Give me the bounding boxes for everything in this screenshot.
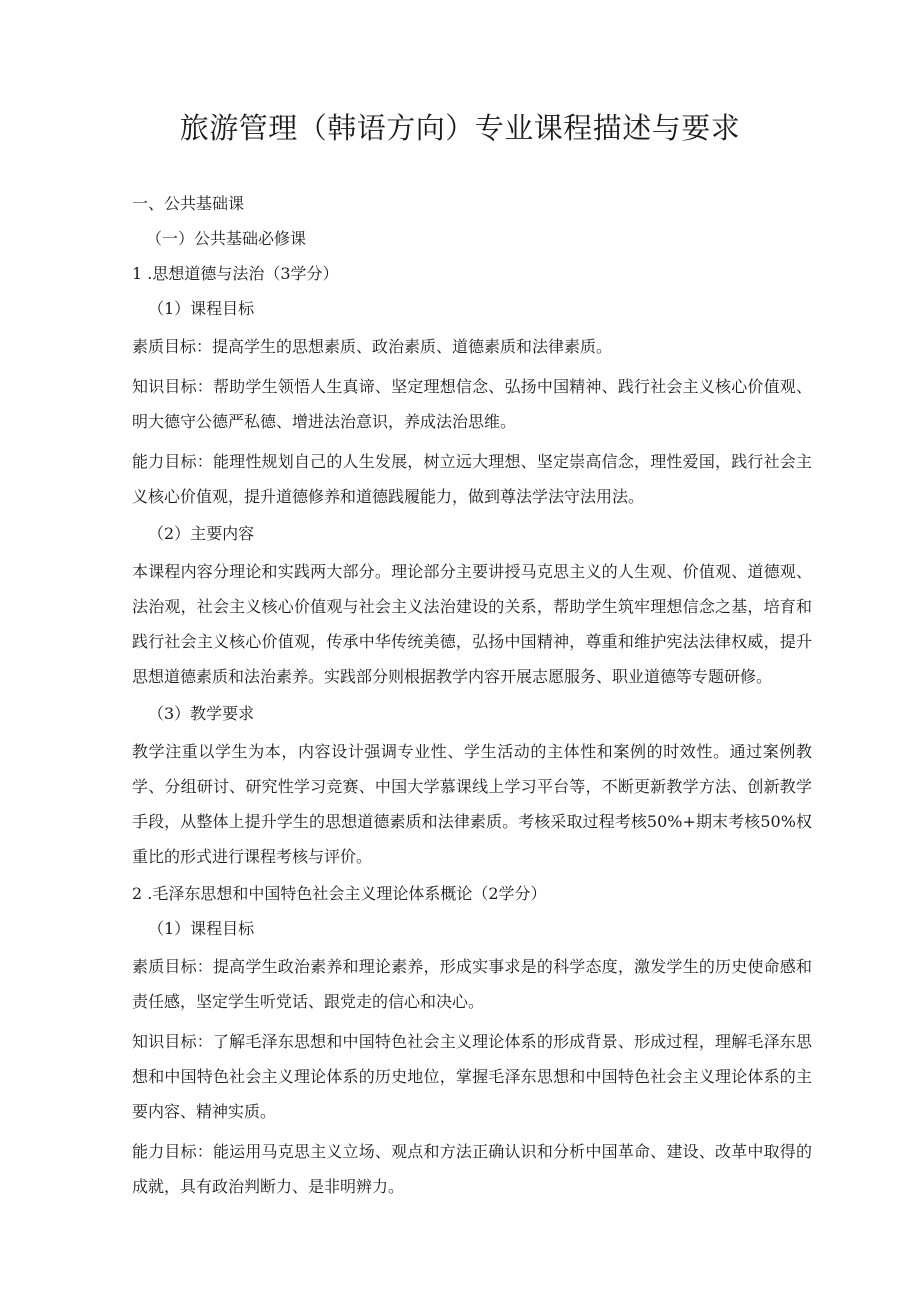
paragraph: 能力目标：能运用马克思主义立场、观点和方法正确认识和分析中国革命、建设、改革中取得的成就，具有政治判断力、是非明辨力。 <box>132 1142 812 1196</box>
paragraph: 素质目标：提高学生政治素养和理论素养，形成实事求是的科学态度，激发学生的历史使命感和责任感，坚定学生听党话、跟党走的信心和决心。 <box>132 957 812 1011</box>
item-heading: （1）课程目标 <box>148 299 255 318</box>
paragraph: 知识目标：了解毛泽东思想和中国特色社会主义理论体系的形成背景、形成过程，理解毛泽东思想和中国特色社会主义理论体系的历史地位，掌握毛泽东思想和中国特色社会主义理论体系的主要内容、精神实质。 <box>132 1032 812 1121</box>
paragraph: 教学注重以学生为本，内容设计强调专业性、学生活动的主体性和案例的时效性。通过案例教学、分组研讨、研究性学习竞赛、中国大学慕课线上学习平台等，不断更新教学方法、创新教学手段，从整体上提升学生的思想道德素质和法律素质。考核采取过程考核50%+期末考核50%权重比的形式进行课程考核与评价。 <box>132 742 812 866</box>
subsection-heading: （一）公共基础必修课 <box>146 229 307 248</box>
course-heading: 1 .思想道德与法治（3学分） <box>132 264 339 283</box>
item-heading: （3）教学要求 <box>148 704 255 723</box>
page-title: 旅游管理（韩语方向）专业课程描述与要求 <box>179 111 741 145</box>
paragraph: 知识目标：帮助学生领悟人生真谛、坚定理想信念、弘扬中国精神、践行社会主义核心价值观、明大德守公德严私德、增进法治意识，养成法治思维。 <box>132 377 812 431</box>
document-body <box>132 189 812 1209</box>
item-heading: （1）课程目标 <box>148 919 255 938</box>
paragraph: 本课程内容分理论和实践两大部分。理论部分主要讲授马克思主义的人生观、价值观、道德观、法治观，社会主义核心价值观与社会主义法治建设的关系，帮助学生筑牢理想信念之基，培育和践行社会主义核心价值观，传承中华传统美德，弘扬中国精神，尊重和维护宪法法律权威，提升思想道德素质和法治素养。实践部分则根据教学内容开展志愿服务、职业道德等专题研修。 <box>132 562 812 686</box>
section-heading: 一、公共基础课 <box>132 194 245 213</box>
course-heading: 2 .毛泽东思想和中国特色社会主义理论体系概论（2学分） <box>132 884 547 903</box>
paragraph: 能力目标：能理性规划自己的人生发展，树立远大理想、坚定崇高信念，理性爱国，践行社会主义核心价值观，提升道德修养和道德践履能力，做到尊法学法守法用法。 <box>132 452 812 506</box>
item-heading: （2）主要内容 <box>148 524 255 543</box>
paragraph: 素质目标：提高学生的思想素质、政治素质、道德素质和法律素质。 <box>132 337 613 356</box>
